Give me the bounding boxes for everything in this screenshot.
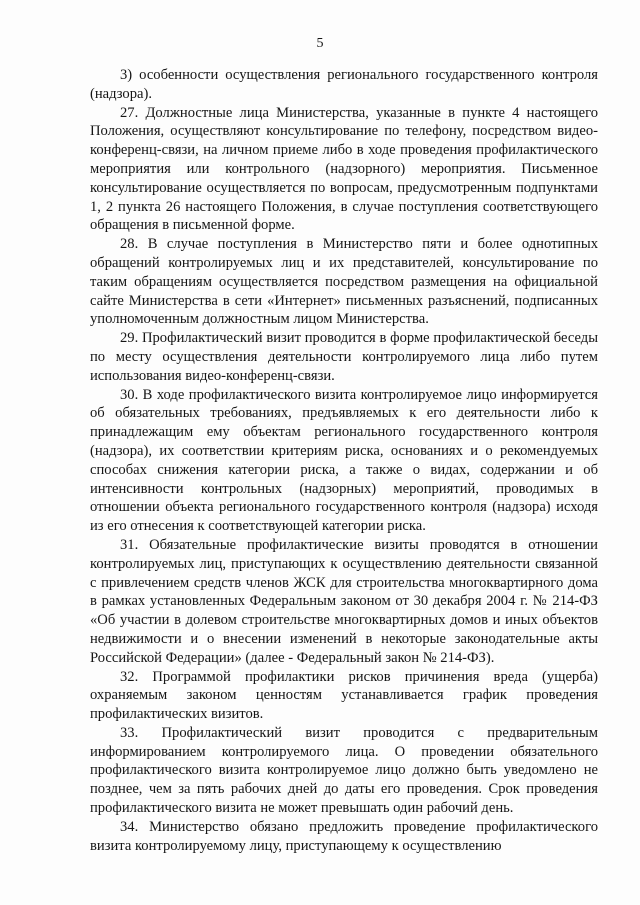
- paragraph-32: 32. Программой профилактики рисков причинения вреда (ущерба) охраняемым законом ценностям устанавливается график проведения профилактических визитов.: [90, 668, 598, 723]
- paragraph-3-item: 3) особенности осуществления регионального государственного контроля (надзора).: [90, 67, 598, 102]
- page-number: 5: [316, 36, 324, 51]
- paragraph-29: 29. Профилактический визит проводится в форме профилактической беседы по месту осуществления деятельности контролируемого лица либо путем использования видео-конференц-связи.: [90, 330, 598, 384]
- paragraph-33: 33. Профилактический визит проводится с предварительным информированием контролируемого лица. О проведении обязательного профилактического визита контролируемое лицо должно быть уведомлено не позднее, чем за пять рабочих дней до даты его проведения. Срок проведения профилактического визита не может превышать один рабочий день.: [90, 724, 598, 817]
- paragraph-31: 31. Обязательные профилактические визиты проводятся в отношении контролируемых лиц, приступающих к осуществлению деятельности связанной с привлечением средств членов ЖСК для строительства многоквартирного дома в рамках установленных Федеральным законом от 30 декабря 2004 г. № 214-ФЗ «Об участии в долевом строительстве многоквартирных домов и иных объектов недвижимости и о внесении изменений в некоторые законодательные акты Российской Федерации» (далее - Федеральный закон № 214-ФЗ).: [90, 536, 598, 666]
- document-body: [90, 66, 598, 855]
- paragraph-28: 28. В случае поступления в Министерство пяти и более однотипных обращений контролируемых лиц и их представителей, консультирование по таким обращениям осуществляется посредством размещения на официальной сайте Министерства в сети «Интернет» письменных разъяснений, подписанных уполномоченным должностным лицом Министерства.: [90, 236, 598, 328]
- paragraph-30: 30. В ходе профилактического визита контролируемое лицо информируется об обязательных требованиях, предъявляемых к его деятельности либо к принадлежащим ему объектам регионального государственного контроля (надзора), их соответствии критериям риска, основаниях и о рекомендуемых способах снижения категории риска, а также о видах, содержании и об интенсивности контрольных (надзорных) мероприятий, проводимых в отношении объекта регионального государственного контроля (надзора) исходя из его отнесения к соответствующей категории риска.: [90, 386, 598, 535]
- paragraph-27: 27. Должностные лица Министерства, указанные в пункте 4 настоящего Положения, осуществляют консультирование по телефону, посредством видео-конференц-связи, на личном приеме либо в ходе проведения профилактического мероприятия или контрольного (надзорного) мероприятия. Письменное консультирование осуществляется по вопросам, предусмотренным подпунктами 1, 2 пункта 26 настоящего Положения, в случае поступления соответствующего обращения в письменной форме.: [90, 104, 598, 234]
- paragraph-34: 34. Министерство обязано предложить проведение профилактического визита контролируемому лицу, приступающему к осуществлению: [90, 818, 598, 854]
